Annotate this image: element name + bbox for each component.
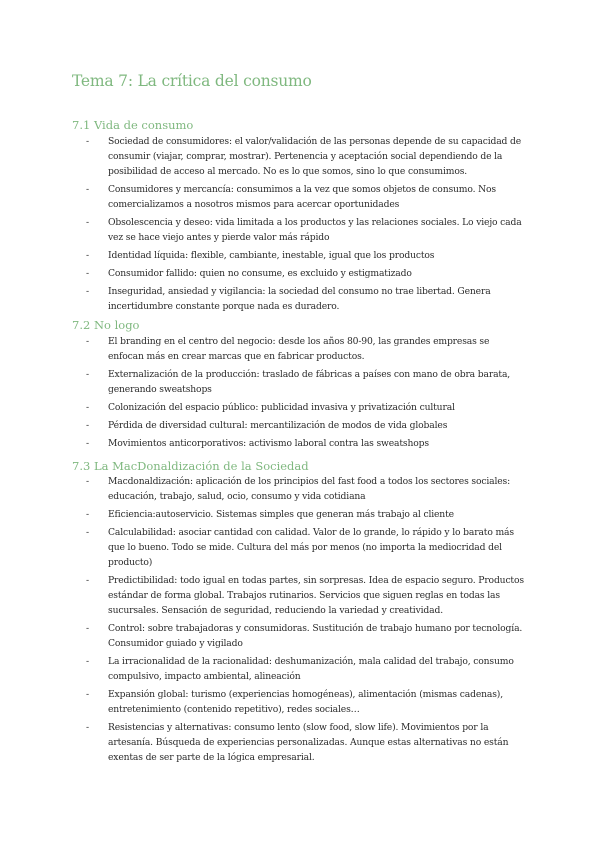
section-list-7-3 [86, 474, 526, 768]
section-heading-7-1: 7.1 Vida de consumo [72, 118, 194, 132]
list-item: - Eficiencia:autoservicio. Sistemas simples que generan más trabajo al cliente [86, 507, 526, 522]
list-item: - Resistencias y alternativas: consumo lento (slow food, slow life). Movimientos por la artesanía. Búsqueda de experiencias personalizadas. Aunque estas alternativas no están exentas de ser parte de la lógica empresarial. [86, 720, 526, 765]
list-item: - Pérdida de diversidad cultural: mercantilización de modos de vida globales [86, 418, 526, 433]
page-title: Tema 7: La crítica del consumo [72, 72, 312, 90]
list-item: - Consumidor fallido: quien no consume, es excluido y estigmatizado [86, 266, 526, 281]
list-item: - Movimientos anticorporativos: activismo laboral contra las sweatshops [86, 436, 526, 451]
list-item: - Predictibilidad: todo igual en todas partes, sin sorpresas. Idea de espacio seguro. Productos estándar de forma global. Trabajos rutinarios. Servicios que siguen reglas en todas las sucursales. Sensación de seguridad, reduciendo la variedad y creatividad. [86, 573, 526, 618]
section-heading-7-2: 7.2 No logo [72, 318, 140, 332]
list-item: - Control: sobre trabajadoras y consumidoras. Sustitución de trabajo humano por tecnología. Consumidor guiado y vigilado [86, 621, 526, 651]
list-item: - Calculabilidad: asociar cantidad con calidad. Valor de lo grande, lo rápido y lo barato más que lo bueno. Todo se mide. Cultura del más por menos (no importa la mediocridad del producto) [86, 525, 526, 570]
list-item: - La irracionalidad de la racionalidad: deshumanización, mala calidad del trabajo, consumo compulsivo, impacto ambiental, alineación [86, 654, 526, 684]
list-item: - Obsolescencia y deseo: vida limitada a los productos y las relaciones sociales. Lo viejo cada vez se hace viejo antes y pierde valor más rápido [86, 215, 526, 245]
section-list-7-2 [86, 334, 526, 454]
list-item: - Sociedad de consumidores: el valor/validación de las personas depende de su capacidad de consumir (viajar, comprar, mostrar). Pertenencia y aceptación social dependiendo de la posibilidad de acceso al mercado. No es lo que somos, sino lo que consumimos. [86, 134, 526, 179]
list-item: - Expansión global: turismo (experiencias homogéneas), alimentación (mismas cadenas), entretenimiento (contenido repetitivo), redes sociales… [86, 687, 526, 717]
section-list-7-1 [86, 134, 526, 317]
section-heading-7-3: 7.3 La MacDonaldización de la Sociedad [72, 459, 309, 473]
list-item: - El branding en el centro del negocio: desde los años 80-90, las grandes empresas se enfocan más en crear marcas que en fabricar productos. [86, 334, 526, 364]
list-item: - Colonización del espacio público: publicidad invasiva y privatización cultural [86, 400, 526, 415]
list-item: - Consumidores y mercancía: consumimos a la vez que somos objetos de consumo. Nos comercializamos a nosotros mismos para acercar oportunidades [86, 182, 526, 212]
list-item: - Macdonaldización: aplicación de los principios del fast food a todos los sectores sociales: educación, trabajo, salud, ocio, consumo y vida cotidiana [86, 474, 526, 504]
list-item: - Identidad líquida: flexible, cambiante, inestable, igual que los productos [86, 248, 526, 263]
list-item: - Externalización de la producción: traslado de fábricas a países con mano de obra barata, generando sweatshops [86, 367, 526, 397]
list-item: - Inseguridad, ansiedad y vigilancia: la sociedad del consumo no trae libertad. Genera incertidumbre constante porque nada es duradero. [86, 284, 526, 314]
